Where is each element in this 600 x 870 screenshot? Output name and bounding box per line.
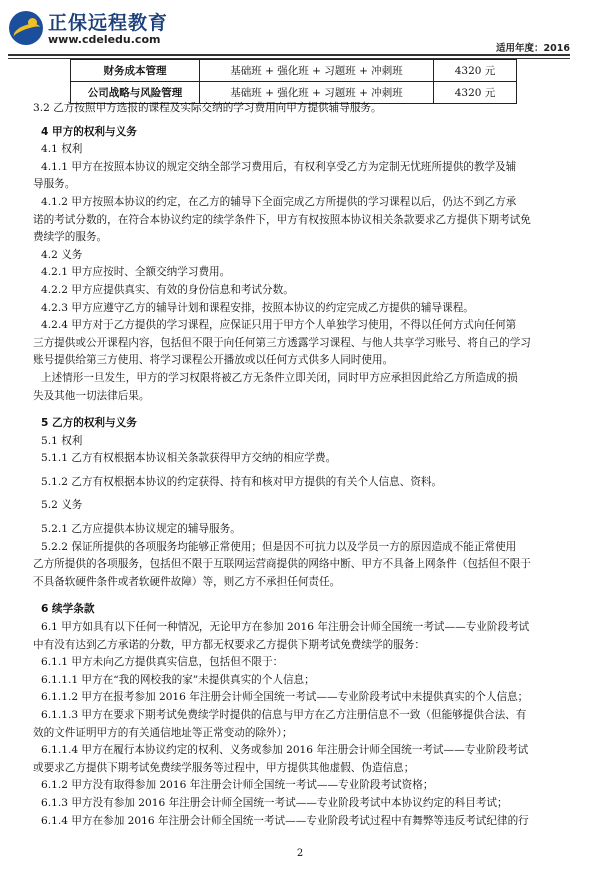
- course-price: 4320 元: [434, 82, 517, 104]
- paragraph-line: 诺的考试分数的，在符合本协议约定的续学条件下，甲方有权按照本协议相关条款要求乙方提供下期考试免: [33, 213, 531, 226]
- paragraph-line: 4.2.1 甲方应按时、全额交纳学习费用。: [41, 266, 231, 279]
- paragraph-line: 5.2.1 乙方应提供本协议规定的辅导服务。: [41, 523, 241, 536]
- paragraph-line: 失及其他一切法律后果。: [33, 389, 150, 402]
- paragraph-line: 4.1.1 甲方在按照本协议的规定交纳全部学习费用后，有权利享受乙方为定制无忧班所提供的教学及辅: [41, 160, 517, 173]
- paragraph-line: 4.1.2 甲方按照本协议的约定，在乙方的辅导下全面完成乙方所提供的学习课程以后，仍达不到乙方承: [41, 195, 517, 208]
- table-row: [71, 60, 517, 82]
- paragraph-line: 导服务。: [33, 178, 76, 191]
- course-name: 公司战略与风险管理: [71, 82, 200, 104]
- paragraph-line: 账号提供给第三方使用、将学习课程公开播放或以任何方式供多人同时使用。: [33, 354, 394, 367]
- paragraph-line: 三方提供或公开课程内容，包括但不限于向任何第三方透露学习课程、与他人共享学习账号、将自己的学习: [33, 336, 531, 349]
- brand-url: www.cdeledu.com: [48, 33, 161, 46]
- course-classes: 基础班 + 强化班 + 习题班 + 冲刺班: [200, 82, 434, 104]
- section-heading: 5 乙方的权利与义务: [41, 417, 137, 430]
- paragraph-line: 或要求乙方提供下期考试免费续学服务等过程中，甲方提供其他虚假、伪造信息；: [33, 761, 415, 774]
- section-heading: 4 甲方的权利与义务: [41, 125, 137, 138]
- subsection-heading: 4.2 义务: [41, 248, 83, 261]
- brand-name: 正保远程教育: [48, 12, 169, 34]
- paragraph-line: 5.1.2 乙方有权根据本协议的约定获得、持有和核对甲方提供的有关个人信息、资料。: [41, 475, 443, 488]
- paragraph-line: 5.2.2 保证所提供的各项服务均能够正常使用；但是因不可抗力以及学员一方的原因造成不能正常使用: [41, 540, 517, 553]
- paragraph-line: 6.1.1 甲方未向乙方提供真实信息，包括但不限于：: [41, 656, 284, 669]
- paragraph-line: 5.1.1 乙方有权根据本协议相关条款获得甲方交纳的相应学费。: [41, 452, 337, 465]
- section-heading: 6 续学条款: [41, 603, 95, 616]
- applicable-year: 适用年度：2016: [496, 43, 570, 54]
- paragraph-line: 6.1.2 甲方没有取得参加 2016 年注册会计师全国统一考试——专业阶段考试资格；: [41, 779, 434, 792]
- paragraph-line: 4.2.4 甲方对于乙方提供的学习课程，应保证只用于甲方个人单独学习使用，不得以任何方式向任何第: [41, 319, 517, 332]
- paragraph-line: 6.1.1.3 甲方在要求下期考试免费续学时提供的信息与甲方在乙方注册信息不一致（但能够提供合法、有: [41, 709, 527, 721]
- paragraph-line: 费续学的服务。: [33, 231, 108, 244]
- header-divider: [8, 54, 570, 56]
- paragraph-line: 6.1.3 甲方没有参加 2016 年注册会计师全国统一考试——专业阶段考试中本协议约定的科目考试；: [41, 796, 508, 809]
- paragraph-line: 6.1.4 甲方在参加 2016 年注册会计师全国统一考试——专业阶段考试过程中有舞弊等违反考试纪律的行: [41, 814, 529, 827]
- paragraph-line: 4.2.2 甲方应提供真实、有效的身份信息和考试分数。: [41, 283, 294, 296]
- course-classes: 基础班 + 强化班 + 习题班 + 冲刺班: [200, 60, 434, 82]
- page-number: 2: [296, 848, 304, 859]
- subsection-heading: 5.2 义务: [41, 499, 83, 512]
- paragraph-line: 6.1.1.1 甲方在“我的网校我的家”未提供真实的个人信息；: [41, 673, 315, 686]
- paragraph-line: 效的文件证明甲方的有关通信地址等正常变动的除外）；: [33, 726, 293, 739]
- subsection-heading: 4.1 权利: [41, 143, 83, 156]
- course-price: 4320 元: [434, 60, 517, 82]
- paragraph-line: 6.1 甲方如具有以下任何一种情况，无论甲方在参加 2016 年注册会计师全国统一考试——专业阶段考试: [41, 621, 530, 634]
- subsection-heading: 5.1 权利: [41, 434, 83, 447]
- agreement-body: [33, 100, 581, 830]
- page-header: [0, 0, 600, 60]
- paragraph-line: 乙方所提供的各项服务，包括但不限于互联网运营商提供的网络中断、甲方不具备上网条件（包括但不限于: [33, 558, 531, 571]
- paragraph-line: 不具备软硬件条件或者软硬件故障）等，则乙方不承担任何责任。: [33, 575, 341, 588]
- paragraph-line: 4.2.3 甲方应遵守乙方的辅导计划和课程安排，按照本协议的约定完成乙方提供的辅导课程。: [41, 301, 474, 314]
- course-name: 财务成本管理: [71, 60, 200, 82]
- paragraph-line: 6.1.1.4 甲方在履行本协议约定的权利、义务或参加 2016 年注册会计师全国统一考试——专业阶段考试: [41, 744, 529, 757]
- paragraph-line: 上述情形一旦发生，甲方的学习权限将被乙方无条件立即关闭，同时甲方应承担因此给乙方所造成的损: [41, 371, 518, 384]
- fee-table: [70, 59, 517, 104]
- cdel-logo-icon: [9, 11, 43, 45]
- paragraph-line: 中有没有达到乙方承诺的分数，甲方都无权要求乙方提供下期考试免费续学的服务：: [33, 638, 425, 651]
- paragraph-line: 3.2 乙方按照甲方选报的课程及实际交纳的学习费用向甲方提供辅导服务。: [33, 102, 382, 114]
- paragraph-line: 6.1.1.2 甲方在报考参加 2016 年注册会计师全国统一考试——专业阶段考试中未提供真实的个人信息；: [41, 691, 529, 704]
